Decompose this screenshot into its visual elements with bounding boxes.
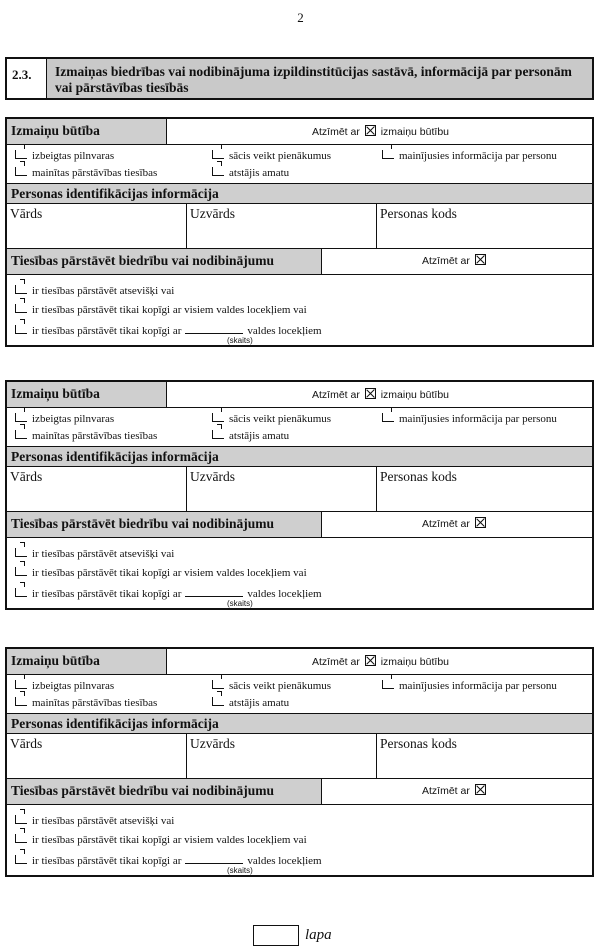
checkbox-icon[interactable] [212, 150, 224, 159]
checkbox-icon[interactable] [15, 815, 27, 824]
section-header [5, 57, 594, 100]
personal-code-field[interactable]: Personas kods [380, 206, 457, 221]
checkbox-icon[interactable] [15, 548, 27, 557]
last-name-field[interactable]: Uzvārds [187, 734, 377, 778]
first-name-field[interactable]: Vārds [7, 734, 187, 778]
rights-label: Tiesības pārstāvēt biedrību vai nodibinājumu [7, 249, 322, 274]
change-type-row [7, 119, 592, 145]
rights-option-jointly-count[interactable]: ir tiesības pārstāvēt tikai kopīgi ar valdes locekļiem [15, 323, 322, 337]
option-terminated-powers[interactable]: izbeigtas pilnvaras [15, 413, 114, 425]
personal-info-label: Personas identifikācijas informācija [7, 714, 592, 734]
change-options [7, 145, 592, 184]
option-rights-changed[interactable]: mainītas pārstāvības tiesības [15, 697, 157, 709]
rights-option-jointly-all[interactable]: ir tiesības pārstāvēt tikai kopīgi ar visiem valdes locekļiem vai [15, 567, 307, 579]
count-caption: (skaits) [227, 336, 253, 345]
checkbox-icon[interactable] [15, 855, 27, 864]
x-box-icon [475, 784, 486, 795]
count-blank-input[interactable] [185, 323, 243, 334]
option-started-duties[interactable]: sācis veikt pienākumus [212, 680, 331, 692]
x-box-icon [365, 655, 376, 666]
rights-options [7, 805, 592, 875]
person-change-block [5, 647, 594, 877]
change-mark-instruction: Atzīmēt ar izmaiņu būtību [312, 389, 449, 401]
rights-options [7, 538, 592, 608]
option-info-changed[interactable]: mainījusies informācija par personu [382, 413, 557, 425]
rights-header-row [7, 512, 592, 538]
checkbox-icon[interactable] [15, 325, 27, 334]
change-mark-instruction: Atzīmēt ar izmaiņu būtību [312, 656, 449, 668]
option-left-office[interactable]: atstājis amatu [212, 697, 289, 709]
rights-mark-instruction: Atzīmēt ar [322, 249, 592, 274]
change-mark-instruction: Atzīmēt ar izmaiņu būtību [312, 126, 449, 138]
last-name-field[interactable]: Uzvārds [187, 467, 377, 511]
section-title: Izmaiņas biedrības vai nodibinājuma izpildinstitūcijas sastāvā, informācijā par personām vai pārstāvības tiesībās [47, 59, 592, 98]
rights-option-jointly-all[interactable]: ir tiesības pārstāvēt tikai kopīgi ar visiem valdes locekļiem vai [15, 304, 307, 316]
x-box-icon [475, 517, 486, 528]
x-box-icon [365, 125, 376, 136]
page-label: lapa [305, 927, 332, 943]
checkbox-icon[interactable] [15, 430, 27, 439]
option-rights-changed[interactable]: mainītas pārstāvības tiesības [15, 430, 157, 442]
rights-label: Tiesības pārstāvēt biedrību vai nodibinājumu [7, 779, 322, 804]
section-number: 2.3. [7, 59, 47, 98]
change-type-label: Izmaiņu būtība [7, 649, 167, 674]
personal-code-field[interactable]: Personas kods [380, 736, 457, 751]
rights-options [7, 275, 592, 345]
rights-mark-instruction: Atzīmēt ar [322, 779, 592, 804]
option-terminated-powers[interactable]: izbeigtas pilnvaras [15, 680, 114, 692]
change-type-row [7, 382, 592, 408]
option-info-changed[interactable]: mainījusies informācija par personu [382, 680, 557, 692]
option-left-office[interactable]: atstājis amatu [212, 167, 289, 179]
option-rights-changed[interactable]: mainītas pārstāvības tiesības [15, 167, 157, 179]
checkbox-icon[interactable] [212, 680, 224, 689]
checkbox-icon[interactable] [15, 680, 27, 689]
checkbox-icon[interactable] [15, 567, 27, 576]
checkbox-icon[interactable] [212, 697, 224, 706]
change-type-row [7, 649, 592, 675]
checkbox-icon[interactable] [15, 304, 27, 313]
name-fields-row [7, 467, 592, 512]
rights-option-separately[interactable]: ir tiesības pārstāvēt atsevišķi vai [15, 285, 174, 297]
page-number-input[interactable] [253, 925, 299, 946]
checkbox-icon[interactable] [15, 285, 27, 294]
rights-option-jointly-count[interactable]: ir tiesības pārstāvēt tikai kopīgi ar valdes locekļiem [15, 586, 322, 600]
personal-code-field[interactable]: Personas kods [380, 469, 457, 484]
checkbox-icon[interactable] [382, 413, 394, 422]
option-terminated-powers[interactable]: izbeigtas pilnvaras [15, 150, 114, 162]
rights-option-jointly-count[interactable]: ir tiesības pārstāvēt tikai kopīgi ar valdes locekļiem [15, 853, 322, 867]
first-name-field[interactable]: Vārds [7, 467, 187, 511]
personal-info-label: Personas identifikācijas informācija [7, 447, 592, 467]
change-options [7, 675, 592, 714]
last-name-field[interactable]: Uzvārds [187, 204, 377, 248]
count-blank-input[interactable] [185, 853, 243, 864]
change-type-label: Izmaiņu būtība [7, 382, 167, 407]
option-started-duties[interactable]: sācis veikt pienākumus [212, 150, 331, 162]
change-type-label: Izmaiņu būtība [7, 119, 167, 144]
rights-mark-instruction: Atzīmēt ar [322, 512, 592, 537]
rights-option-jointly-all[interactable]: ir tiesības pārstāvēt tikai kopīgi ar visiem valdes locekļiem vai [15, 834, 307, 846]
option-started-duties[interactable]: sācis veikt pienākumus [212, 413, 331, 425]
checkbox-icon[interactable] [15, 413, 27, 422]
rights-option-separately[interactable]: ir tiesības pārstāvēt atsevišķi vai [15, 815, 174, 827]
count-caption: (skaits) [227, 599, 253, 608]
checkbox-icon[interactable] [15, 150, 27, 159]
count-caption: (skaits) [227, 866, 253, 875]
person-change-block [5, 117, 594, 347]
name-fields-row [7, 734, 592, 779]
checkbox-icon[interactable] [15, 834, 27, 843]
x-box-icon [365, 388, 376, 399]
name-fields-row [7, 204, 592, 249]
checkbox-icon[interactable] [382, 680, 394, 689]
x-box-icon [475, 254, 486, 265]
checkbox-icon[interactable] [15, 167, 27, 176]
checkbox-icon[interactable] [15, 697, 27, 706]
page-number: 2 [297, 10, 304, 25]
page-counter [253, 925, 332, 946]
rights-option-separately[interactable]: ir tiesības pārstāvēt atsevišķi vai [15, 548, 174, 560]
checkbox-icon[interactable] [212, 430, 224, 439]
rights-header-row [7, 779, 592, 805]
option-info-changed[interactable]: mainījusies informācija par personu [382, 150, 557, 162]
change-options [7, 408, 592, 447]
option-left-office[interactable]: atstājis amatu [212, 430, 289, 442]
checkbox-icon[interactable] [15, 588, 27, 597]
rights-label: Tiesības pārstāvēt biedrību vai nodibinājumu [7, 512, 322, 537]
personal-info-label: Personas identifikācijas informācija [7, 184, 592, 204]
count-blank-input[interactable] [185, 586, 243, 597]
checkbox-icon[interactable] [382, 150, 394, 159]
first-name-field[interactable]: Vārds [7, 204, 187, 248]
checkbox-icon[interactable] [212, 167, 224, 176]
person-change-block [5, 380, 594, 610]
rights-header-row [7, 249, 592, 275]
checkbox-icon[interactable] [212, 413, 224, 422]
